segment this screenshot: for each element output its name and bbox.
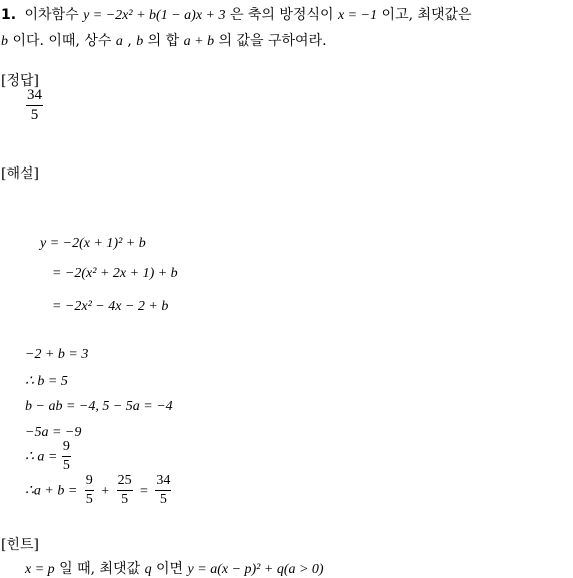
solution-equation-3: = −2x² − 4x − 2 + b <box>52 299 169 314</box>
problem-text: 이다. 이때, 상수 <box>12 33 112 49</box>
fraction-denominator: 5 <box>159 492 167 507</box>
fraction-numerator: 9 <box>85 474 94 491</box>
solution-equation-1: y = −2(x + 1)² + b <box>40 236 146 251</box>
answer-fraction <box>26 88 43 123</box>
fraction-numerator: 34 <box>155 474 171 491</box>
hint-condition: x = p <box>25 562 55 577</box>
solution-step-3: b − ab = −4, 5 − 5a = −4 <box>25 399 173 414</box>
axis-equation: x = −1 <box>337 8 378 23</box>
fraction-denominator: 5 <box>85 492 93 507</box>
solution-step-6 <box>25 474 171 507</box>
solution-step-1: −2 + b = 3 <box>25 347 89 362</box>
hint-q: q <box>144 562 152 577</box>
var-b: b <box>1 34 8 49</box>
solution-step-2: ∴ b = 5 <box>25 374 68 389</box>
plus-sign: + <box>101 483 110 499</box>
problem-line-2 <box>1 30 327 50</box>
hint-text <box>25 558 324 578</box>
problem-text: 의 값을 구하여라. <box>218 33 327 49</box>
fraction-numerator: 9 <box>62 440 71 457</box>
var-b: b <box>136 34 144 49</box>
hint-label: [힌트] <box>1 537 39 553</box>
hint-phrase: 이면 <box>156 561 184 577</box>
hint-formula: y = a(x − p)² + q(a > 0) <box>187 562 324 577</box>
fraction-numerator: 25 <box>117 474 133 491</box>
solution-equation-2: = −2(x² + 2x + 1) + b <box>52 266 178 281</box>
problem-line-1 <box>1 4 472 24</box>
var-a: a <box>115 34 123 49</box>
solution-step-4: −5a = −9 <box>25 425 82 440</box>
answer-denominator: 5 <box>30 107 39 123</box>
problem-text: 이고, 최댓값은 <box>381 7 472 23</box>
sum-expression: a + b <box>183 34 215 49</box>
problem-text: , <box>127 33 132 49</box>
problem-number: 1. <box>1 7 17 23</box>
quadratic-function: y = −2x² + b(1 − a)x + 3 <box>83 8 226 23</box>
fraction-denominator: 5 <box>121 492 129 507</box>
problem-text: 의 합 <box>147 33 180 49</box>
problem-text: 은 축의 방정식이 <box>229 7 334 23</box>
equals-sign: = <box>140 483 148 499</box>
step-prefix: ∴ a = <box>25 449 58 465</box>
solution-step-5 <box>25 440 71 473</box>
hint-phrase: 일 때, 최댓값 <box>59 561 141 577</box>
answer-label: [정답] <box>1 73 39 89</box>
problem-text: 이차함수 <box>24 7 79 23</box>
solution-label: [해설] <box>1 166 39 182</box>
answer-numerator: 34 <box>26 88 43 106</box>
step-prefix: ∴a + b = <box>25 483 78 499</box>
fraction-denominator: 5 <box>62 458 70 473</box>
